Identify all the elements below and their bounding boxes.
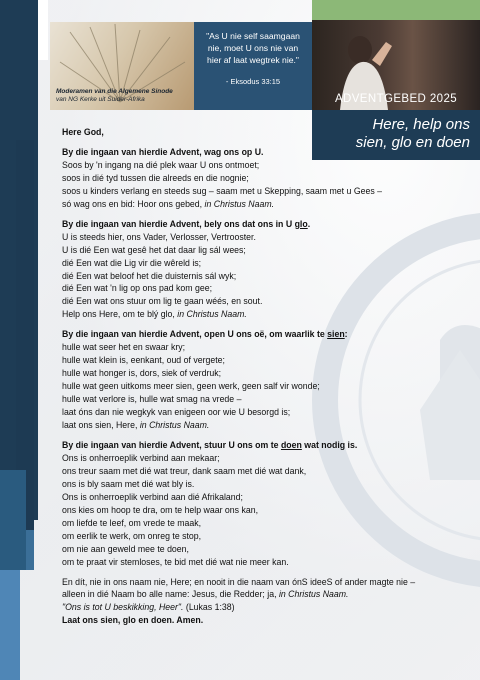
prayer-line: ons is bly saam met dié wat bly is. <box>62 478 195 489</box>
prayer-line: hulle wat seer het en swaar kry; <box>62 342 186 353</box>
left-decor-bar-accent <box>26 530 34 570</box>
subtitle-line-2: sien, glo en doen <box>355 134 470 151</box>
closing-phrase: in Christus Naam. <box>204 198 275 209</box>
prayer-line: dié Een wat beloof het die duisternis sál wyk; <box>62 270 237 281</box>
prayer-line: Ons is onherroeplik verbind aan dié Afrikaland; <box>62 491 243 502</box>
organization-line-2: van NG Kerke uit Suider-Afrika <box>56 96 145 103</box>
prayer-line: dié Een wat ons stuur om lig te gaan wéés, en sout. <box>62 296 263 307</box>
closing <box>62 576 462 628</box>
heading-text: By die ingaan van hierdie Advent, bely ons dat ons in U <box>62 218 295 229</box>
prayer-line <box>62 308 462 321</box>
section-wait <box>62 146 462 211</box>
closing-quote: "Ons is tot U beskikking, Heer". <box>62 602 184 613</box>
organization-line-1: Moderamen van die Algemene Sinode <box>56 88 173 95</box>
closing-phrase: in Christus Naam. <box>177 309 247 320</box>
top-green-strip <box>312 0 480 20</box>
closing-reference: (Lukas 1:38) <box>183 602 235 613</box>
prayer-line: Soos by 'n ingang na dié plek waar U ons ontmoet; <box>62 159 260 170</box>
section-heading <box>62 218 462 231</box>
scripture-quote: "As U nie self saamgaan nie, moet U ons nie van hier af laat wegtrek nie." <box>206 31 300 66</box>
prayer-line: om eerlik te werk, om onreg te stop, <box>62 530 202 541</box>
heading-keyword: sien <box>327 329 345 340</box>
closing-scripture <box>62 601 462 614</box>
prayer-line-text: laat ons sien, Here, <box>62 420 140 431</box>
heading-text: By die ingaan van hierdie Advent, open U ons oë, om waarlik te <box>62 329 328 340</box>
section-heading: By die ingaan van hierdie Advent, wag ons op U. <box>62 146 264 157</box>
prayer-line: ons kies om hoop te dra, om te help waar ons kan, <box>62 504 259 515</box>
section-believe <box>62 218 462 322</box>
prayer-line: hulle wat klein is, eenkant, oud of vergete; <box>62 355 225 366</box>
prayer-line: soos u kinders verlang en steeds sug – saam met u Skepping, saam met u Gees – <box>62 185 383 196</box>
prayer-line: Ons is onherroeplik verbind aan mekaar; <box>62 452 220 463</box>
heading-keyword: glo <box>294 218 308 229</box>
section-do <box>62 439 462 569</box>
closing-phrase: in Christus Naam. <box>139 420 210 431</box>
prayer-line: U is steeds hier, ons Vader, Verlosser, Vertrooster. <box>62 231 256 242</box>
scripture-reference: - Eksodus 33:15 <box>225 76 281 86</box>
prayer-text <box>62 126 462 627</box>
prayer-line: hulle wat verlore is, hulle wat smag na vrede – <box>62 394 242 405</box>
section-see <box>62 328 462 432</box>
heading-text: By die ingaan van hierdie Advent, stuur U ons om te <box>62 439 281 450</box>
prayer-line: om nie aan geweld mee te doen, <box>62 543 189 554</box>
prayer-line-text: só wag ons en bid: Hoor ons gebed, <box>62 198 205 209</box>
closing-phrase: in Christus Naam. <box>278 589 349 600</box>
greeting: Here God, <box>62 127 104 137</box>
prayer-line: dié Een wat 'n lig op ons pad kom gee; <box>62 283 213 294</box>
prayer-line: U is dié Een wat gesê het dat daar lig sál wees; <box>62 244 246 255</box>
heading-end: wat nodig is. <box>301 439 358 450</box>
left-decor-bar-mid <box>0 470 26 570</box>
quote-box <box>194 22 312 110</box>
prayer-line: hulle wat honger is, dors, siek of verdruk; <box>62 368 222 379</box>
heading-keyword: doen <box>280 439 302 450</box>
prayer-line: laat óns dan nie wegkyk van enigeen oor wie U besorgd is; <box>62 407 291 418</box>
prayer-line-text: Help ons Here, om te blý glo, <box>62 309 178 320</box>
organization-credit <box>56 88 173 104</box>
prayer-line: om liefde te leef, om vrede te maak, <box>62 517 202 528</box>
closing-line-text: alleen in dié Naam bo alle name: Jesus, die Redder; ja, <box>62 589 279 600</box>
section-heading <box>62 328 462 341</box>
closing-line <box>62 588 462 601</box>
prayer-line <box>62 419 462 432</box>
left-white-strip <box>38 0 48 60</box>
prayer-line <box>62 198 462 211</box>
campaign-title: ADVENTGEBED 2025 <box>334 93 458 105</box>
prayer-line: om te praat vir stemloses, te bid met dié wat nie meer kan. <box>62 556 289 567</box>
heading-end: : <box>344 329 348 340</box>
left-decor-bar-light <box>0 570 20 680</box>
heading-end: . <box>307 218 311 229</box>
prayer-line: dié Een wat die Lig vir die wêreld is; <box>62 257 202 268</box>
closing-line: En dít, nie in ons naam nie, Here; en nooit in die naam van ónS ideeS of ander magte nie – <box>62 576 416 587</box>
final-amen: Laat ons sien, glo en doen. Amen. <box>62 615 204 626</box>
prayer-line: ons treur saam met dié wat treur, dank saam met dié wat dank, <box>62 465 307 476</box>
prayer-line: soos in dié tyd tussen die alreeds en die nognie; <box>62 172 249 183</box>
section-heading <box>62 439 462 452</box>
subtitle-line-1: Here, help ons <box>372 116 470 133</box>
prayer-line: hulle wat geen uitkoms meer sien, geen werk, geen salf vir wonde; <box>62 381 320 392</box>
